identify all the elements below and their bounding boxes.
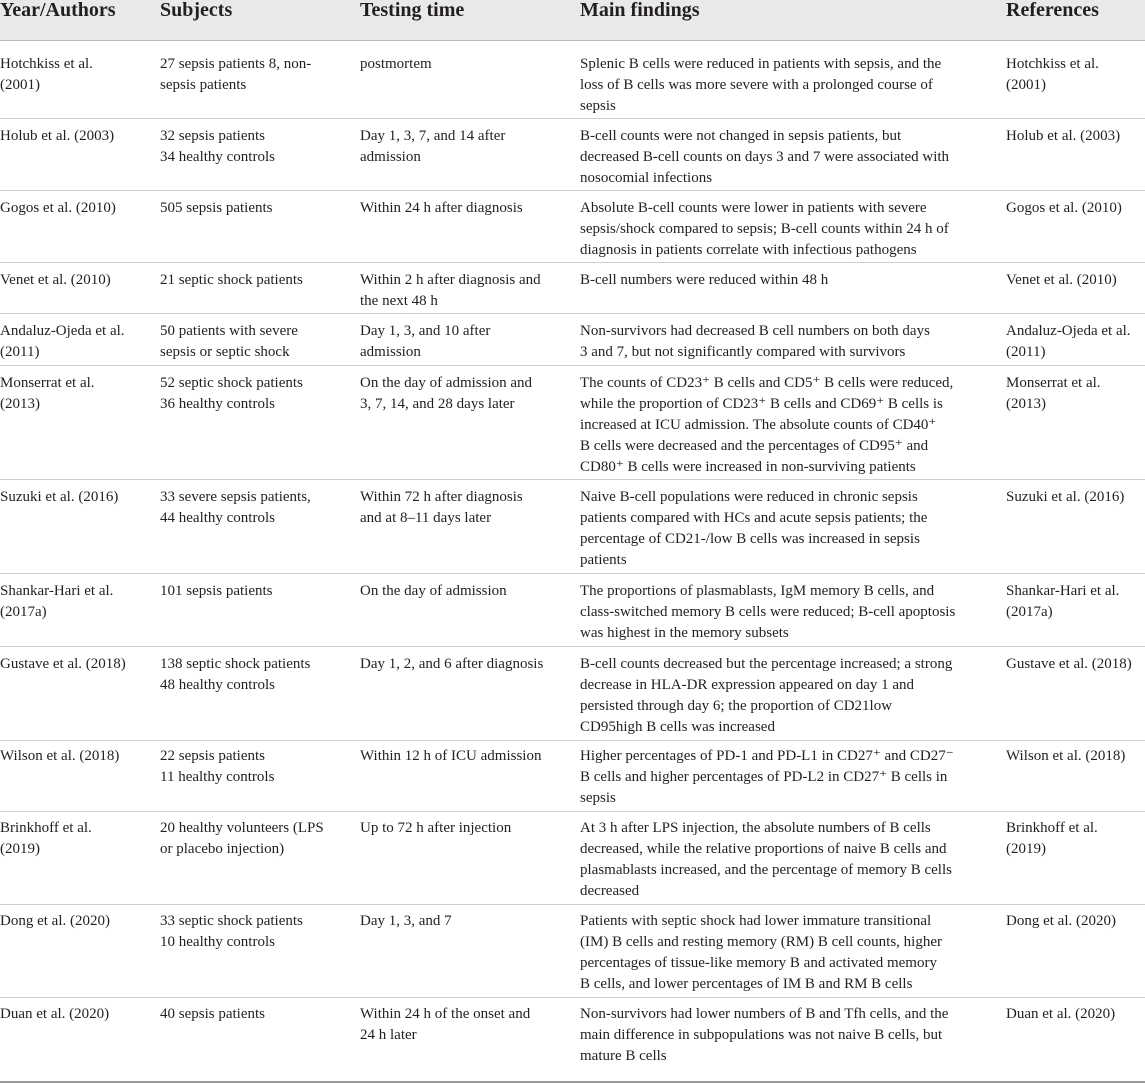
cell-findings: B-cell counts decreased but the percentage increased; a strong decrease in HLA-DR expression appeared on day 1 and persisted through day 6; the proportion of CD21low CD95high B cells was increased <box>580 656 953 735</box>
cell-subjects: 40 sepsis patients <box>160 1006 265 1022</box>
cell-testing-time: Within 24 h after diagnosis <box>360 200 523 216</box>
cell-author: Duan et al. (2020) <box>0 1006 110 1022</box>
cell-testing-time: On the day of admission <box>360 583 507 599</box>
cell-author: Shankar-Hari et al. (2017a) <box>0 583 114 620</box>
cell-testing-time: Day 1, 2, and 6 after diagnosis <box>360 656 544 672</box>
cell-author: Andaluz-Ojeda et al. (2011) <box>0 323 125 360</box>
cell-reference: Venet et al. (2010) <box>1006 272 1117 288</box>
cell-subjects: 52 septic shock patients 36 healthy controls <box>160 375 303 412</box>
cell-findings: Patients with septic shock had lower immature transitional (IM) B cells and resting memory (RM) B cell counts, higher percentages of tissue-like memory B and activated memory B cells, and lower percentages of IM B and RM B cells <box>580 913 943 992</box>
cell-reference: Wilson et al. (2018) <box>1006 748 1126 764</box>
cell-testing-time: Within 72 h after diagnosis and at 8–11 days later <box>360 489 523 526</box>
cell-author: Gustave et al. (2018) <box>0 656 126 672</box>
cell-reference: Monserrat et al. (2013) <box>1006 375 1101 412</box>
cell-reference: Hotchkiss et al. (2001) <box>1006 56 1099 93</box>
cell-reference: Suzuki et al. (2016) <box>1006 489 1125 505</box>
row-divider <box>0 646 1145 647</box>
cell-findings: Splenic B cells were reduced in patients with sepsis, and the loss of B cells was more severe with a prolonged course of sepsis <box>580 56 942 114</box>
cell-testing-time: Day 1, 3, and 7 <box>360 913 452 929</box>
cell-findings: Naive B-cell populations were reduced in chronic sepsis patients compared with HCs and acute sepsis patients; the percentage of CD21-/low B cells was increased in sepsis patients <box>580 489 928 568</box>
cell-subjects: 21 septic shock patients <box>160 272 303 288</box>
cell-author: Gogos et al. (2010) <box>0 200 116 216</box>
cell-author: Suzuki et al. (2016) <box>0 489 119 505</box>
table-header <box>0 0 1145 41</box>
row-divider <box>0 997 1145 998</box>
row-divider <box>0 190 1145 191</box>
cell-findings: B-cell counts were not changed in sepsis patients, but decreased B-cell counts on days 3 and 7 were associated with nosocomial infections <box>580 128 950 186</box>
cell-findings: The counts of CD23⁺ B cells and CD5⁺ B cells were reduced, while the proportion of CD23⁺ B cells and CD69⁺ B cells is increased at ICU admission. The absolute counts of CD40⁺ B cells were decreased and the percentages of CD95⁺ and CD80⁺ B cells were increased in non-surviving patients <box>580 375 954 475</box>
cell-reference: Gustave et al. (2018) <box>1006 656 1132 672</box>
header-year-authors: Year/Authors <box>0 0 116 21</box>
cell-subjects: 101 sepsis patients <box>160 583 273 599</box>
row-divider <box>0 262 1145 263</box>
cell-testing-time: Within 2 h after diagnosis and the next 48 h <box>360 272 541 309</box>
cell-reference: Shankar-Hari et al. (2017a) <box>1006 583 1120 620</box>
cell-author: Dong et al. (2020) <box>0 913 110 929</box>
cell-findings: B-cell numbers were reduced within 48 h <box>580 272 829 288</box>
cell-author: Venet et al. (2010) <box>0 272 111 288</box>
cell-author: Holub et al. (2003) <box>0 128 115 144</box>
cell-testing-time: postmortem <box>360 56 432 72</box>
cell-findings: The proportions of plasmablasts, IgM memory B cells, and class-switched memory B cells were reduced; B-cell apoptosis was highest in the memory subsets <box>580 583 956 641</box>
cell-author: Brinkhoff et al. (2019) <box>0 820 92 857</box>
cell-reference: Andaluz-Ojeda et al. (2011) <box>1006 323 1131 360</box>
row-divider <box>0 573 1145 574</box>
cell-reference: Duan et al. (2020) <box>1006 1006 1116 1022</box>
cell-subjects: 20 healthy volunteers (LPS or placebo injection) <box>160 820 324 857</box>
cell-subjects: 27 sepsis patients 8, non- sepsis patients <box>160 56 312 93</box>
row-divider <box>0 740 1145 741</box>
header-references: References <box>1006 0 1099 21</box>
cell-subjects: 138 septic shock patients 48 healthy controls <box>160 656 311 693</box>
cell-subjects: 22 sepsis patients 11 healthy controls <box>160 748 275 785</box>
cell-subjects: 33 severe sepsis patients, 44 healthy controls <box>160 489 311 526</box>
row-divider <box>0 365 1145 366</box>
cell-testing-time: Within 12 h of ICU admission <box>360 748 542 764</box>
row-divider <box>0 811 1145 812</box>
cell-subjects: 505 sepsis patients <box>160 200 273 216</box>
cell-testing-time: Day 1, 3, 7, and 14 after admission <box>360 128 506 165</box>
table-bottom-rule <box>0 1081 1145 1083</box>
cell-subjects: 32 sepsis patients 34 healthy controls <box>160 128 275 165</box>
cell-reference: Brinkhoff et al. (2019) <box>1006 820 1098 857</box>
cell-subjects: 50 patients with severe sepsis or septic shock <box>160 323 298 360</box>
header-testing-time: Testing time <box>360 0 465 21</box>
row-divider <box>0 904 1145 905</box>
cell-reference: Dong et al. (2020) <box>1006 913 1116 929</box>
cell-testing-time: Within 24 h of the onset and 24 h later <box>360 1006 531 1043</box>
cell-testing-time: On the day of admission and 3, 7, 14, and 28 days later <box>360 375 533 412</box>
cell-testing-time: Up to 72 h after injection <box>360 820 512 836</box>
header-subjects: Subjects <box>160 0 233 21</box>
cell-findings: At 3 h after LPS injection, the absolute numbers of B cells decreased, while the relative proportions of naive B cells and plasmablasts increased, and the percentage of memory B cells decreased <box>580 820 952 899</box>
cell-author: Hotchkiss et al. (2001) <box>0 56 93 93</box>
row-divider <box>0 313 1145 314</box>
cell-findings: Non-survivors had decreased B cell numbers on both days 3 and 7, but not significantly compared with survivors <box>580 323 930 360</box>
cell-author: Wilson et al. (2018) <box>0 748 120 764</box>
cell-author: Monserrat et al. (2013) <box>0 375 95 412</box>
row-divider <box>0 479 1145 480</box>
row-divider <box>0 118 1145 119</box>
cell-subjects: 33 septic shock patients 10 healthy controls <box>160 913 303 950</box>
cell-testing-time: Day 1, 3, and 10 after admission <box>360 323 491 360</box>
cell-findings: Higher percentages of PD-1 and PD-L1 in CD27⁺ and CD27⁻ B cells and higher percentages of PD-L2 in CD27⁺ B cells in sepsis <box>580 748 954 806</box>
cell-reference: Holub et al. (2003) <box>1006 128 1121 144</box>
cell-findings: Absolute B-cell counts were lower in patients with severe sepsis/shock compared to sepsis; B-cell counts within 24 h of diagnosis in patients correlate with infectious pathogens <box>580 200 949 258</box>
header-main-findings: Main findings <box>580 0 700 21</box>
cell-findings: Non-survivors had lower numbers of B and Tfh cells, and the main difference in subpopulations was not naive B cells, but mature B cells <box>580 1006 949 1064</box>
cell-reference: Gogos et al. (2010) <box>1006 200 1122 216</box>
